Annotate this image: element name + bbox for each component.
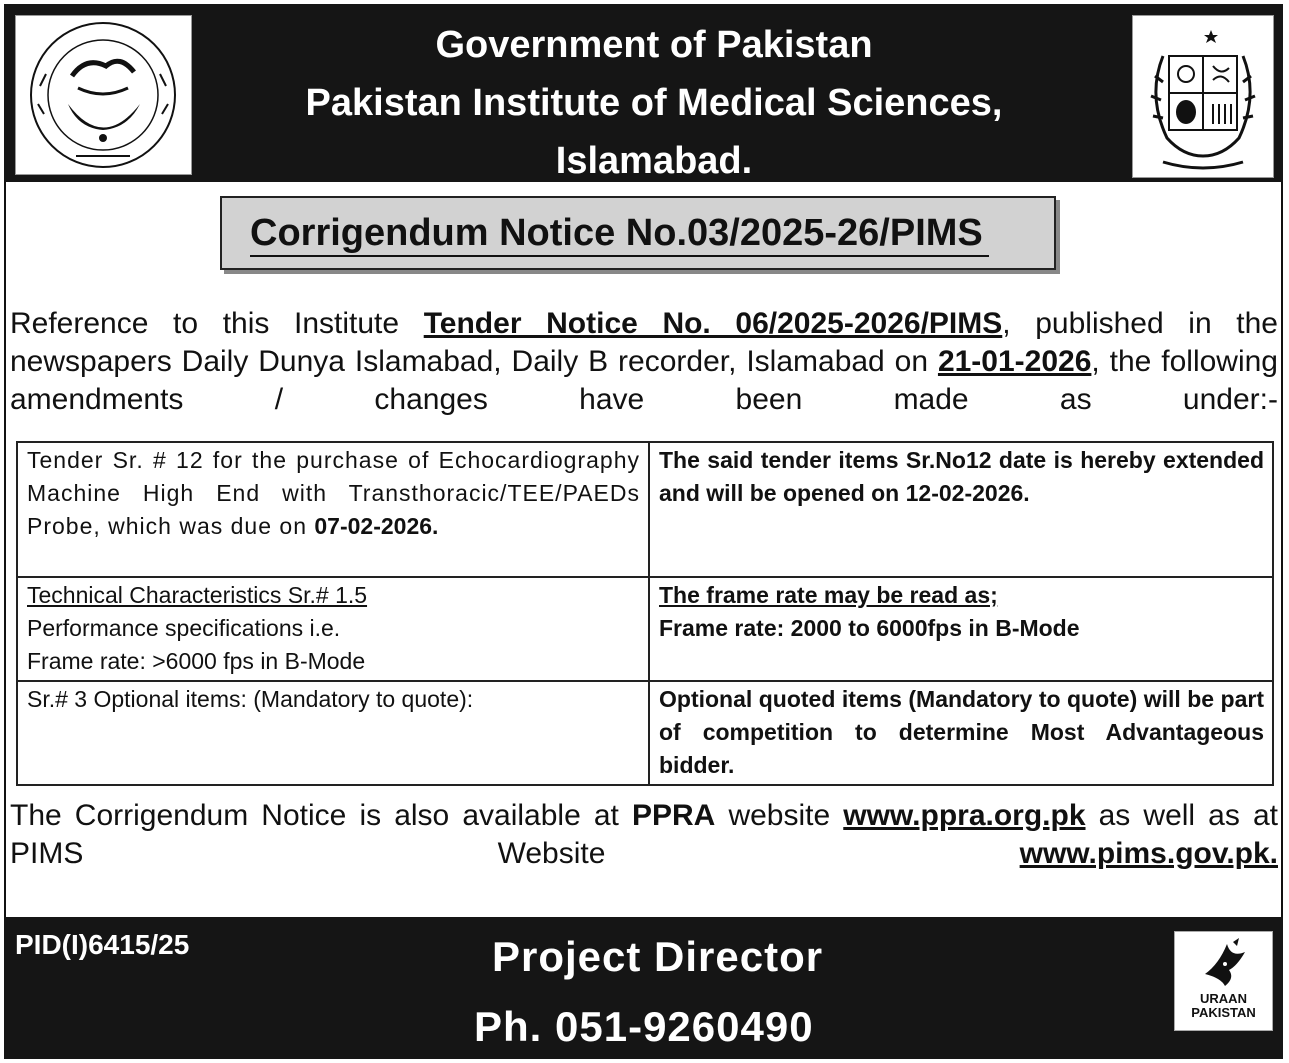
signatory-title: Project Director	[492, 933, 824, 980]
pid-number: PID(I)6415/25	[15, 929, 190, 960]
pakistan-state-emblem-icon	[1132, 15, 1274, 178]
intro-text-2: , published in the newspapers Daily Dunya Islamabad, Daily B recorder, Islamabad on	[10, 307, 1278, 378]
table-row	[17, 442, 1273, 577]
table-cell-amended: Optional quoted items (Mandatory to quote) will be part of competition to determine Most Advantageous bidder.	[649, 681, 1273, 785]
closing-text-2: website	[715, 799, 844, 832]
header-line-government: Government of Pakistan	[435, 24, 873, 66]
table-cell-original	[17, 577, 649, 681]
contact-phone: Ph. 051-9260490	[474, 1003, 814, 1050]
header-title	[204, 16, 1104, 190]
uraan-word-2: PAKISTAN	[1191, 1005, 1256, 1020]
table-row	[17, 681, 1273, 785]
intro-text-1: Reference to this Institute	[10, 307, 424, 340]
row2-right-line2: Frame rate: 2000 to 6000fps in B-Mode	[659, 615, 1080, 641]
row1-left-text: Tender Sr. # 12 for the purchase of Echocardiography Machine High End with Transthoracic/TEE/PAEDs Probe, which was due on	[27, 447, 640, 539]
ppra-label: PPRA	[631, 799, 716, 832]
publication-date: 21-01-2026	[937, 345, 1092, 378]
row2-left-line3: Frame rate: >6000 fps in B-Mode	[27, 648, 366, 674]
table-cell-original	[17, 442, 649, 577]
row2-left-line2: Performance specifications i.e.	[27, 615, 341, 641]
uraan-word-1: URAAN	[1200, 991, 1247, 1006]
tender-reference: Tender Notice No. 06/2025-2026/PIMS	[423, 307, 1003, 340]
uraan-pakistan-eagle-icon	[1174, 931, 1273, 1031]
pims-emblem-icon	[15, 15, 192, 175]
notice-title-box	[220, 196, 1056, 270]
row2-left-line1: Technical Characteristics Sr.# 1.5	[27, 582, 368, 608]
header-line-city: Islamabad.	[555, 140, 753, 182]
table-cell-amended: The said tender items Sr.No12 date is hereby extended and will be opened on 12-02-2026.	[649, 442, 1273, 577]
pims-website-link[interactable]: www.pims.gov.pk.	[1019, 837, 1278, 870]
closing-text-1: The Corrigendum Notice is also available at	[10, 799, 632, 832]
intro-text-3: , the following amendments / changes have been made as under:-	[10, 345, 1278, 416]
closing-text-3: as well as at PIMS Website	[10, 799, 1278, 870]
row1-due-date: 07-02-2026.	[314, 513, 439, 539]
closing-paragraph	[10, 797, 1278, 873]
amendments-table	[16, 441, 1274, 786]
header-line-institute: Pakistan Institute of Medical Sciences,	[305, 82, 1003, 124]
ppra-website-link[interactable]: www.ppra.org.pk	[843, 799, 1086, 832]
footer-band	[4, 917, 1283, 1059]
table-row	[17, 577, 1273, 681]
header-band	[4, 4, 1283, 182]
notice-title: Corrigendum Notice No.03/2025-26/PIMS	[250, 211, 989, 257]
intro-paragraph	[10, 305, 1278, 419]
row2-right-line1: The frame rate may be read as;	[659, 582, 998, 608]
table-cell-amended	[649, 577, 1273, 681]
table-cell-original: Sr.# 3 Optional items: (Mandatory to quote):	[17, 681, 649, 785]
